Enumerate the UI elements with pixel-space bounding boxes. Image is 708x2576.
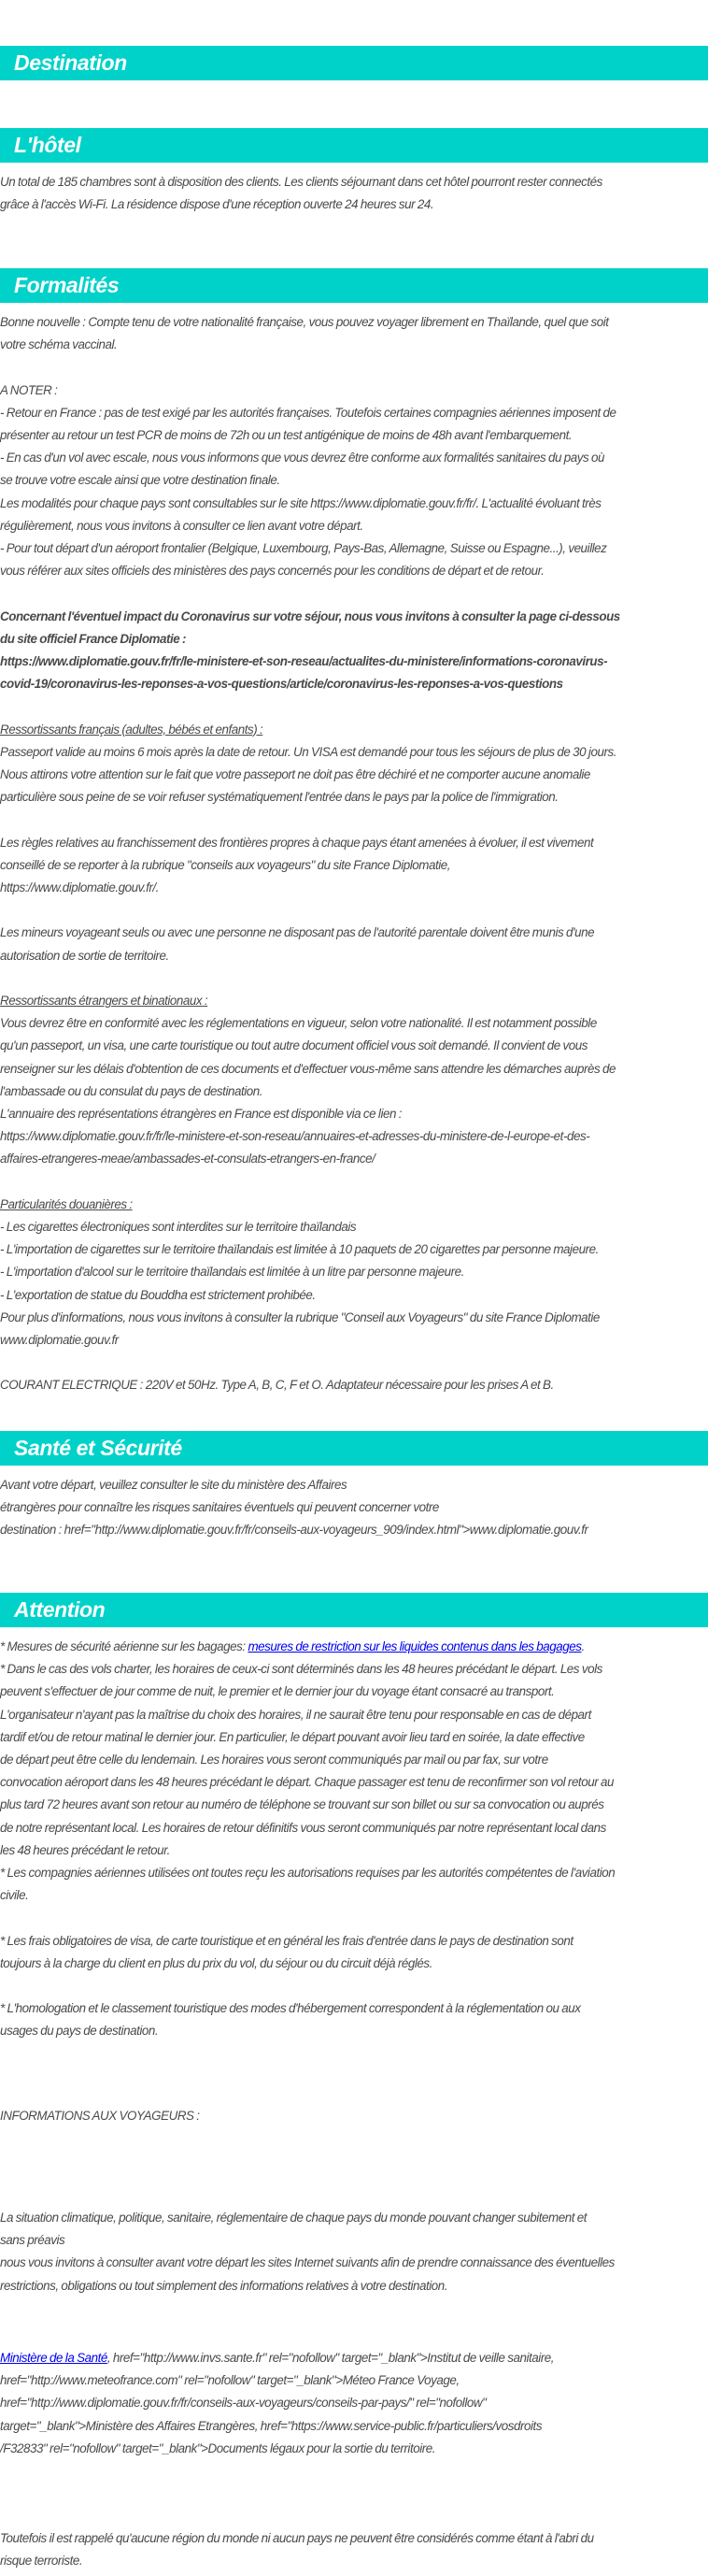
text-line: - Les cigarettes électroniques sont interdites sur le territoire thaïlandais <box>0 1220 357 1235</box>
ressortissants-etr-label: Ressortissants étrangers et binationaux : <box>0 994 208 1008</box>
section-title: Santé et Sécurité <box>14 1436 182 1460</box>
section-header-sante <box>0 1431 708 1466</box>
text-line: affaires-etrangeres-meae/ambassades-et-consulats-etrangers-en-france/ <box>0 1152 375 1166</box>
text-line: Nous attirons votre attention sur le fait que votre passeport ne doit pas être déchiré et ne comporter aucune anomalie <box>0 767 590 782</box>
text-line: L'annuaire des représentations étrangères en France est disponible via ce lien : <box>0 1107 403 1122</box>
section-title: L'hôtel <box>14 133 81 157</box>
text-line: particulière sous peine de se voir refuser systématiquement l'entrée dans le pays par la police de l'immigration. <box>0 790 559 805</box>
text-line: L'organisateur n'ayant pas la maîtrise du choix des horaires, il ne saurait être tenu pour responsable en cas de départ <box>0 1707 591 1722</box>
coronavirus-text: Concernant l'éventuel impact du Coronavirus sur votre séjour, nous vous invitons à consulter la page ci-dessous <box>0 608 620 623</box>
text-line: Bonne nouvelle : Compte tenu de votre nationalité française, vous pouvez voyager librement en Thaïlande, quel que soit <box>0 315 609 329</box>
text-line: qu'un passeport, un visa, une carte touristique ou tout autre document officiel vous soit demandé. Il convient de vous <box>0 1038 588 1053</box>
text-line: https://www.diplomatie.gouv.fr/. <box>0 880 159 895</box>
text-line: restrictions, obligations ou tout simplement des informations relatives à votre destination. <box>0 2278 448 2293</box>
text-line: * L'homologation et le classement touristique des modes d'hébergement correspondent à la réglementation ou aux <box>0 2001 581 2016</box>
text-line: l'ambassade ou du consulat du pays de destination. <box>0 1083 263 1098</box>
text-line: Pour plus d'informations, nous vous invitons à consulter la rubrique "Conseil aux Voyageurs" du site France Diplomatie <box>0 1309 600 1324</box>
text-line: * Dans le cas des vols charter, les horaires de ceux-ci sont déterminés dans les 48 heures précédant le départ. Les vols <box>0 1662 602 1677</box>
text-line: votre schéma vaccinal. <box>0 337 118 352</box>
text-line: Vous devrez être en conformité avec les réglementations en vigueur, selon votre nationalité. Il est notamment possible <box>0 1016 597 1031</box>
text-line: tardif et/ou de retour matinal le dernier jour. En particulier, le départ pouvant avoir lieu tard en soirée, la date effective <box>0 1729 585 1744</box>
section-title: Destination <box>14 50 127 75</box>
bagages-suffix: . <box>581 1639 585 1653</box>
text-line: - L'importation de cigarettes sur le territoire thaïlandais est limitée à 10 paquets de 20 cigarettes par personne majeure. <box>0 1242 599 1257</box>
text-line: Un total de 185 chambres sont à disposition des clients. Les clients séjournant dans cet hôtel pourront rester connectés <box>0 175 602 189</box>
text-line: se trouve votre escale ainsi que votre destination finale. <box>0 473 280 488</box>
text-line: renseigner sur les délais d'obtention de ces documents et d'effectuer vous-même sans attendre les démarches auprès de <box>0 1061 616 1076</box>
text-line: href="http://www.diplomatie.gouv.fr/fr/conseils-aux-voyageurs/conseils-par-pays/" rel="nofollow" <box>0 2396 487 2411</box>
text-line: grâce à l'accès Wi-Fi. La résidence dispose d'une réception ouverte 24 heures sur 24. <box>0 197 434 212</box>
liquides-restriction-link[interactable]: mesures de restriction sur les liquides contenus dans les bagages <box>248 1639 582 1653</box>
section-header-destination <box>0 46 708 80</box>
text-line: vous référer aux sites officiels des ministères des pays concernés pour les conditions de départ et de retour. <box>0 564 545 579</box>
text-line: - Pour tout départ d'un aéroport frontalier (Belgique, Luxembourg, Pays-Bas, Allemagne, Suisse ou Espagne...), veuillez <box>0 541 607 556</box>
section-title: Formalités <box>14 273 120 297</box>
informations-label: INFORMATIONS AUX VOYAGEURS : <box>0 2109 200 2123</box>
attention-content <box>0 1636 708 2043</box>
text-line: href="http://www.meteofrance.com" rel="nofollow" target="_blank">Méteo France Voyage, <box>0 2373 460 2388</box>
hotel-description <box>0 171 708 216</box>
text-line: Avant votre départ, veuillez consulter le site du ministère des Affaires <box>0 1478 347 1492</box>
section-header-hotel <box>0 128 708 163</box>
coronavirus-text: du site officiel France Diplomatie : <box>0 631 187 646</box>
text-line: Les modalités pour chaque pays sont consultables sur le site https://www.diplomatie.gouv.fr/fr/. L'actualité évoluant très <box>0 495 602 510</box>
text-line: sans préavis <box>0 2233 65 2248</box>
text-line: * Les frais obligatoires de visa, de carte touristique et en général les frais d'entrée dans le pays de destination sont <box>0 1933 573 1948</box>
bagages-prefix: * Mesures de sécurité aérienne sur les bagages: <box>0 1639 248 1653</box>
coronavirus-url: https://www.diplomatie.gouv.fr/fr/le-ministere-et-son-reseau/actualites-du-ministere/informations-coronavirus- <box>0 654 608 669</box>
text-line: plus tard 72 heures avant son retour au numéro de téléphone se trouvant sur son billet ou sur sa convocation ou auprés <box>0 1797 604 1812</box>
text-line: Les mineurs voyageant seuls ou avec une personne ne disposant pas de l'autorité parentale doivent être munis d'une <box>0 925 595 940</box>
courant-electrique: COURANT ELECTRIQUE : 220V et 50Hz. Type A, B, C, F et O. Adaptateur nécessaire pour les prises A et B. <box>0 1378 554 1393</box>
text-line: usages du pays de destination. <box>0 2024 159 2039</box>
text-line: de départ peut être celle du lendemain. Les horaires vous seront communiqués par mail ou par fax, sur votre <box>0 1753 548 1767</box>
section-header-attention <box>0 1593 708 1627</box>
text-line: de notre représentant local. Les horaires de retour définitifs vous seront communiqués par notre représentant local dans <box>0 1820 606 1835</box>
text-line: Les règles relatives au franchissement des frontières propres à chaque pays étant amenées à évoluer, il est vivement <box>0 835 594 850</box>
text-line: Toutefois il est rappelé qu'aucune région du monde ni aucun pays ne peuvent être considérés comme étant à l'abri du <box>0 2531 594 2545</box>
text-line: étrangères pour connaître les risques sanitaires éventuels qui peuvent concerner votre <box>0 1500 439 1515</box>
coronavirus-url: covid-19/coronavirus-les-reponses-a-vos-questions/article/coronavirus-les-reponses-a-vos-questions <box>0 677 563 692</box>
text-line: présenter au retour un test PCR de moins de 72h ou un test antigénique de moins de 48h avant l'embarquement. <box>0 428 573 442</box>
text-line: - L'exportation de statue du Bouddha est strictement prohibée. <box>0 1287 316 1302</box>
situation-text <box>0 2207 708 2297</box>
text-line: autorisation de sortie de territoire. <box>0 948 169 963</box>
text-line: target="_blank">Ministère des Affaires Etrangères, href="https://www.service-public.fr/particuliers/vosdroits <box>0 2418 543 2433</box>
text-line: convocation aéroport dans les 48 heures précédant le départ. Chaque passager est tenu de reconfirmer son vol retour au <box>0 1775 614 1790</box>
useful-sites <box>0 2347 708 2460</box>
text-line: conseillé de se reporter à la rubrique "conseils aux voyageurs" du site France Diplomatie, <box>0 857 451 872</box>
ministere-sante-link[interactable]: Ministère de la Santé <box>0 2351 107 2365</box>
text-line: régulièrement, nous vous invitons à consulter ce lien avant votre départ. <box>0 518 363 533</box>
text-line: - Retour en France : pas de test exigé par les autorités françaises. Toutefois certaines compagnies aériennes imposent de <box>0 405 616 420</box>
informations-voyageurs <box>0 2105 708 2127</box>
section-title: Attention <box>14 1597 106 1622</box>
text-line: Passeport valide au moins 6 mois après la date de retour. Un VISA est demandé pour tous les séjours de plus de 30 jours. <box>0 744 616 759</box>
text-line: risque terroriste. <box>0 2554 83 2569</box>
text-line: www.diplomatie.gouv.fr <box>0 1333 119 1348</box>
a-noter-label: A NOTER : <box>0 382 58 397</box>
text-line: les 48 heures précédant le retour. <box>0 1842 170 1857</box>
sites-first-suffix: , href="http://www.invs.sante.fr" rel="nofollow" target="_blank">Institut de veille sanitaire, <box>106 2351 555 2365</box>
text-line: https://www.diplomatie.gouv.fr/fr/le-ministere-et-son-reseau/annuaires-et-adresses-du-ministere-de-l-europe-et-des- <box>0 1129 590 1144</box>
ressortissants-fr-label: Ressortissants français (adultes, bébés et enfants) : <box>0 722 263 737</box>
section-header-formalites <box>0 268 708 303</box>
sante-content <box>0 1474 708 1542</box>
text-line: /F32833" rel="nofollow" target="_blank">Documents légaux pour la sortie du territoire. <box>0 2440 436 2455</box>
text-line: civile. <box>0 1888 29 1903</box>
text-line: destination : href="http://www.diplomatie.gouv.fr/fr/conseils-aux-voyageurs_909/index.html">www.diplomatie.gouv.fr <box>0 1523 588 1538</box>
text-line: peuvent s'effectuer de jour comme de nuit, le premier et le dernier jour du voyage étant consacré au transport. <box>0 1684 555 1699</box>
douane-label: Particularités douanières : <box>0 1196 133 1211</box>
text-line: nous vous invitons à consulter avant votre départ les sites Internet suivants afin de prendre connaissance des éventuelles <box>0 2255 615 2270</box>
text-line: * Les compagnies aériennes utilisées ont toutes reçu les autorisations requises par les autorités compétentes de l'aviation <box>0 1866 616 1881</box>
text-line: toujours à la charge du client en plus du prix du vol, du séjour ou du circuit déjà réglés. <box>0 1955 432 1970</box>
text-line: - En cas d'un vol avec escale, nous vous informons que vous devrez être conforme aux formalités sanitaires du pays où <box>0 451 605 465</box>
terrorisme-text <box>0 2527 708 2572</box>
text-line: - L'importation d'alcool sur le territoire thaïlandais est limitée à un litre par personne majeure. <box>0 1265 464 1280</box>
text-line: La situation climatique, politique, sanitaire, réglementaire de chaque pays du monde pouvant changer subitement et <box>0 2211 588 2225</box>
formalites-content <box>0 311 708 1397</box>
